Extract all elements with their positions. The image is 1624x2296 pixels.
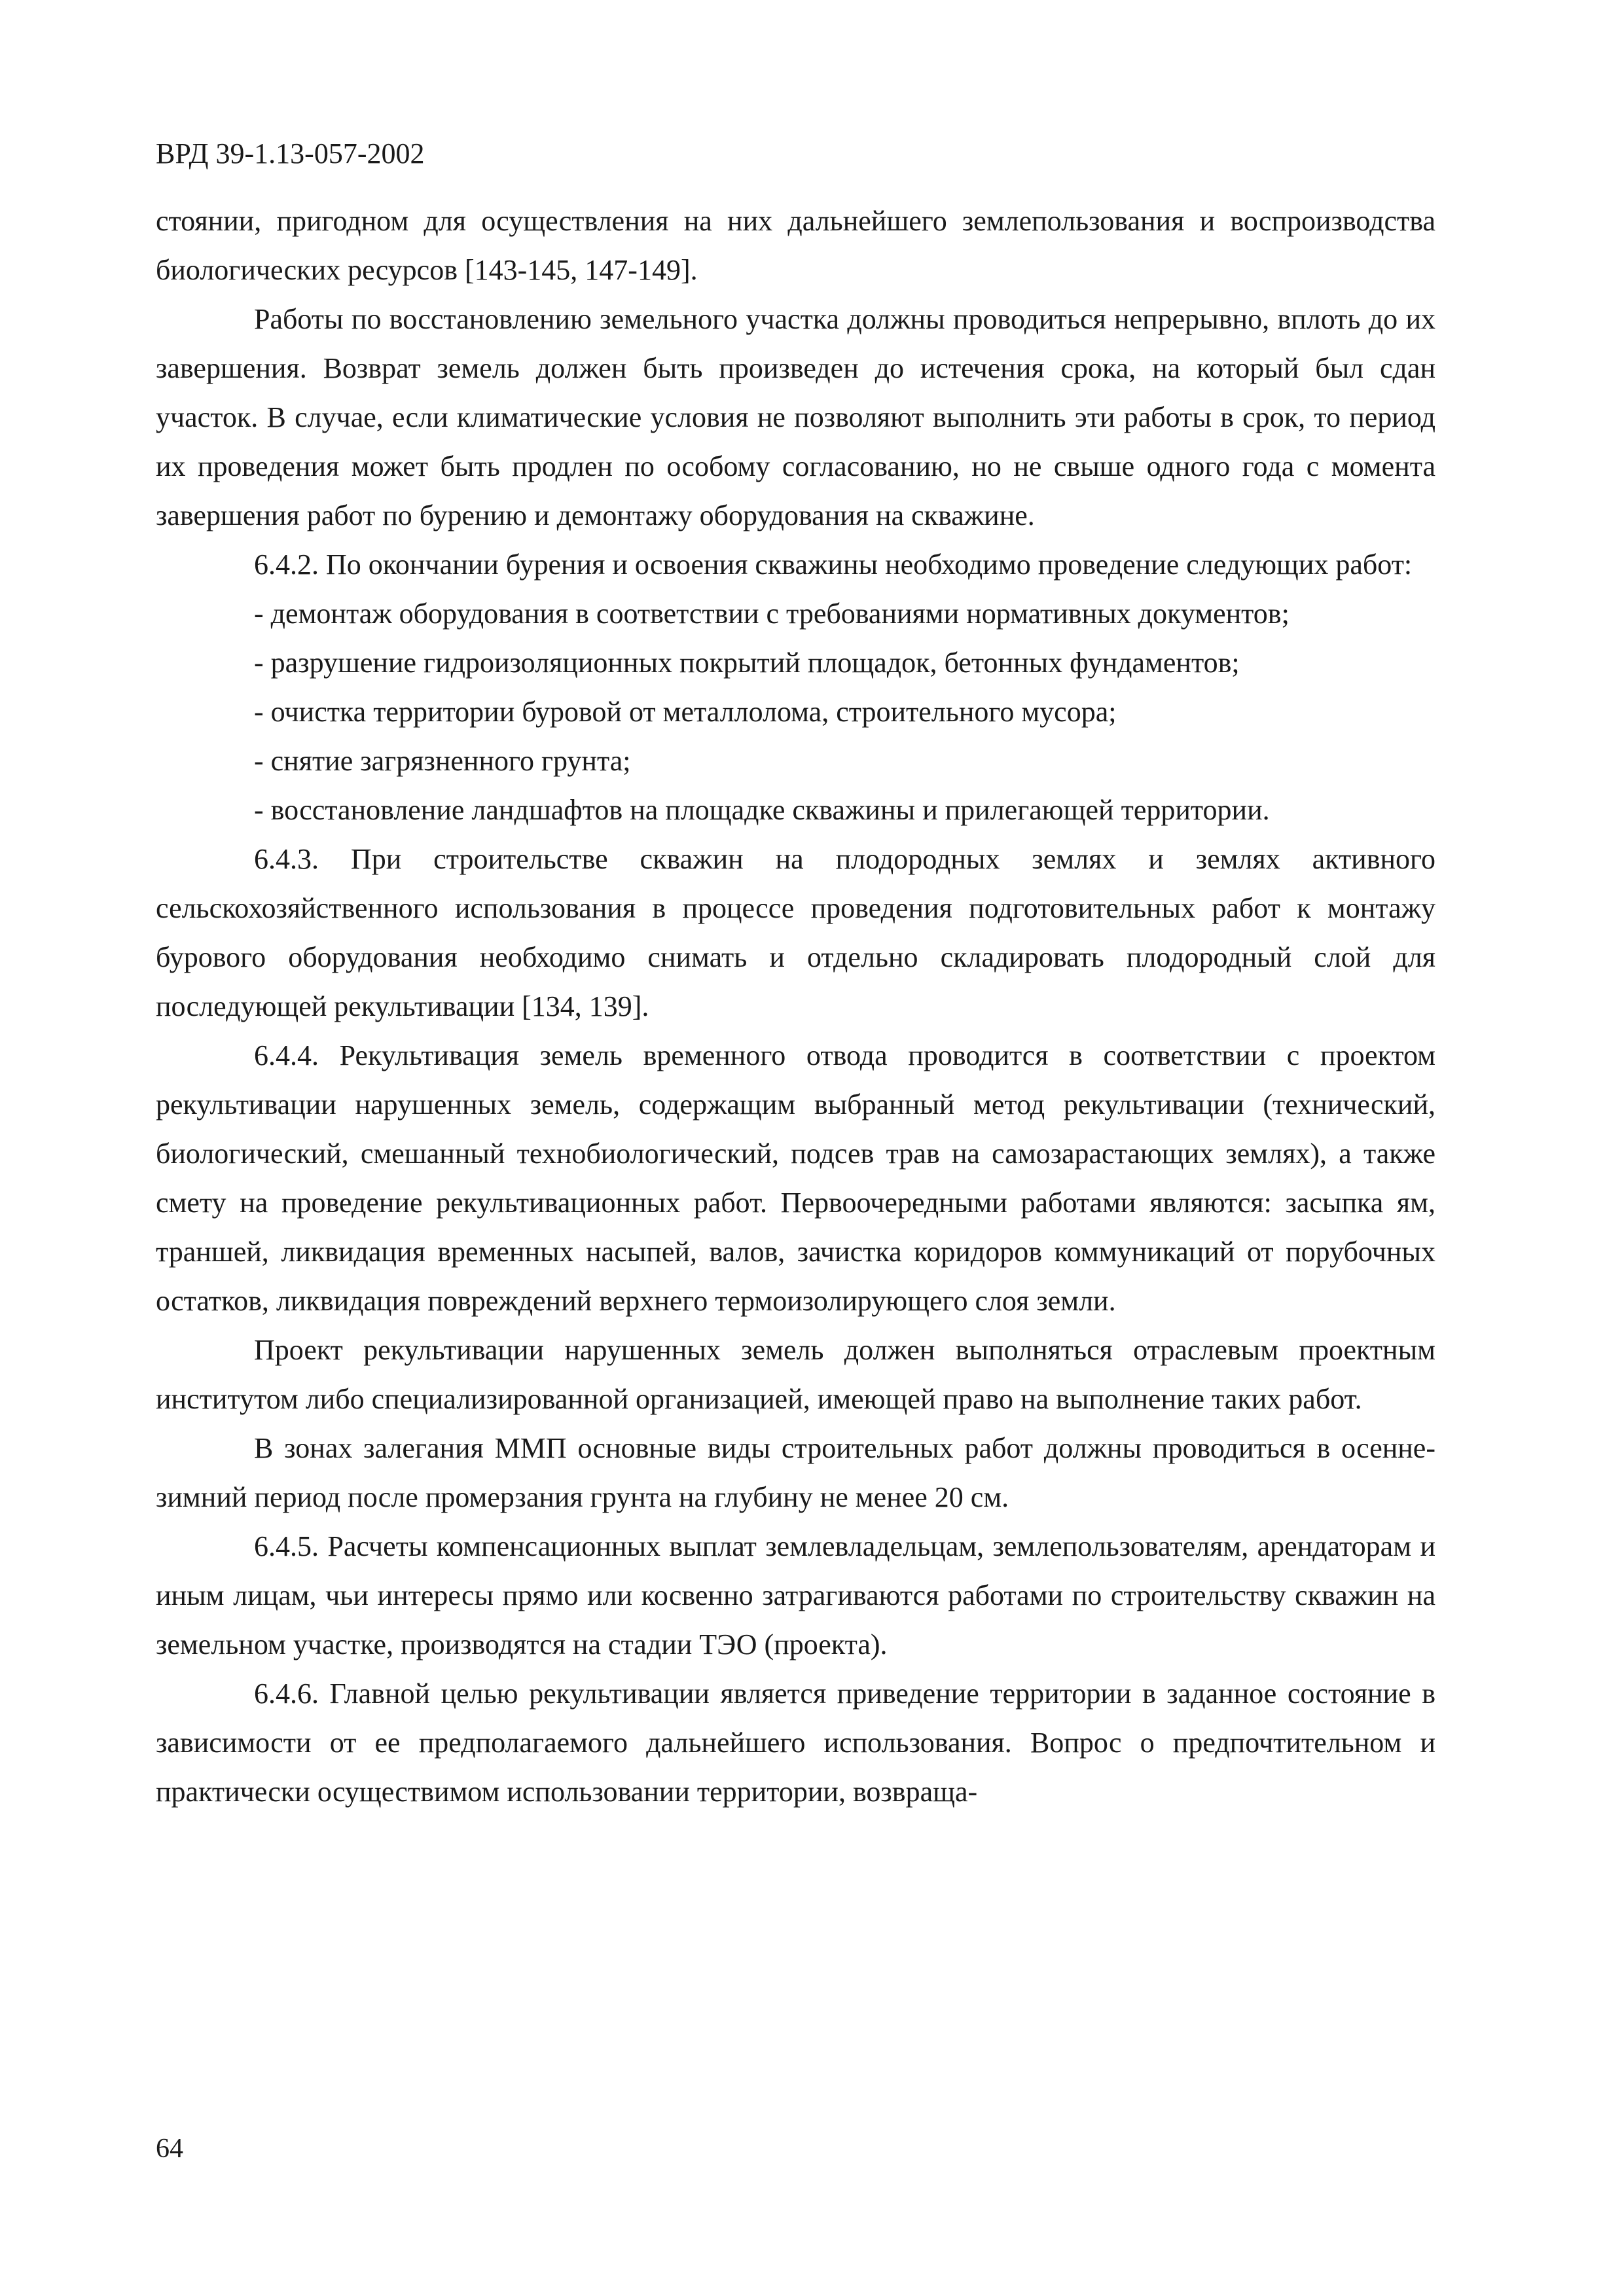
body-text [156, 196, 1435, 1816]
paragraph-6-4-2: 6.4.2. По окончании бурения и освоения скважины необходимо проведение следующих работ: [254, 548, 1413, 581]
paragraph-restoration-works: Работы по восстановлению земельного участка должны проводиться непрерывно, вплоть до их завершения. Возврат земель должен быть произведен до истечения срока, на который был сдан участок. В случае, если климатические условия не позволяют выполнить эти работы в срок, то период их проведения может быть продлен по особому согласованию, но не свыше одного года с момента завершения работ по бурению и демонтажу оборудования на скважине. [156, 303, 1435, 531]
paragraph-6-4-6: 6.4.6. Главной целью рекультивации является приведение территории в заданное состояние в зависимости от ее предполагаемого дальнейшего использования. Вопрос о предпочтительном и практически осуществимом использовании территории, возвраща- [156, 1677, 1435, 1808]
list-item-dismantling: - демонтаж оборудования в соответствии с требованиями нормативных документов; [254, 598, 1290, 630]
page-number: 64 [156, 2134, 183, 2164]
list-item-landscape-restoration: - восстановление ландшафтов на площадке скважины и прилегающей территории. [254, 794, 1270, 826]
paragraph-continuation: стоянии, пригодном для осуществления на них дальнейшего землепользования и воспроизводства биологических ресурсов [143-145, 147-149]. [156, 205, 1435, 286]
list-item-contaminated-soil-removal: - снятие загрязненного грунта; [254, 745, 631, 777]
running-header-doc-code: ВРД 39-1.13-057-2002 [156, 137, 425, 170]
paragraph-6-4-4: 6.4.4. Рекультивация земель временного отвода проводится в соответствии с проектом рекультивации нарушенных земель, содержащим выбранный метод рекультивации (технический, биологический, смешанный технобиологический, подсев трав на самозарастающих землях), а также смету на проведение рекультивационных работ. Первоочередными работами являются: засыпка ям, траншей, ликвидация временных насыпей, валов, зачистка коридоров коммуникаций от порубочных остатков, ликвидация повреждений верхнего термоизолирующего слоя земли. [156, 1039, 1435, 1317]
paragraph-reclamation-project: Проект рекультивации нарушенных земель должен выполняться отраслевым проектным институтом либо специализированной организацией, имеющей право на выполнение таких работ. [156, 1334, 1435, 1415]
paragraph-6-4-5: 6.4.5. Расчеты компенсационных выплат землевладельцам, землепользователям, арендаторам и иным лицам, чьи интересы прямо или косвенно затрагиваются работами по строительству скважин на земельном участке, производятся на стадии ТЭО (проекта). [156, 1530, 1435, 1660]
list-item-site-cleaning: - очистка территории буровой от металлолома, строительного мусора; [254, 696, 1117, 728]
paragraph-permafrost-zones: В зонах залегания ММП основные виды строительных работ должны проводиться в осенне-зимний период после промерзания грунта на глубину не менее 20 см. [156, 1432, 1435, 1513]
list-item-waterproofing-removal: - разрушение гидроизоляционных покрытий площадок, бетонных фундаментов; [254, 647, 1240, 679]
paragraph-6-4-3: 6.4.3. При строительстве скважин на плодородных землях и землях активного сельскохозяйственного использования в процессе проведения подготовительных работ к монтажу бурового оборудования необходимо снимать и отдельно складировать плодородный слой для последующей рекультивации [134, 139]. [156, 843, 1435, 1022]
